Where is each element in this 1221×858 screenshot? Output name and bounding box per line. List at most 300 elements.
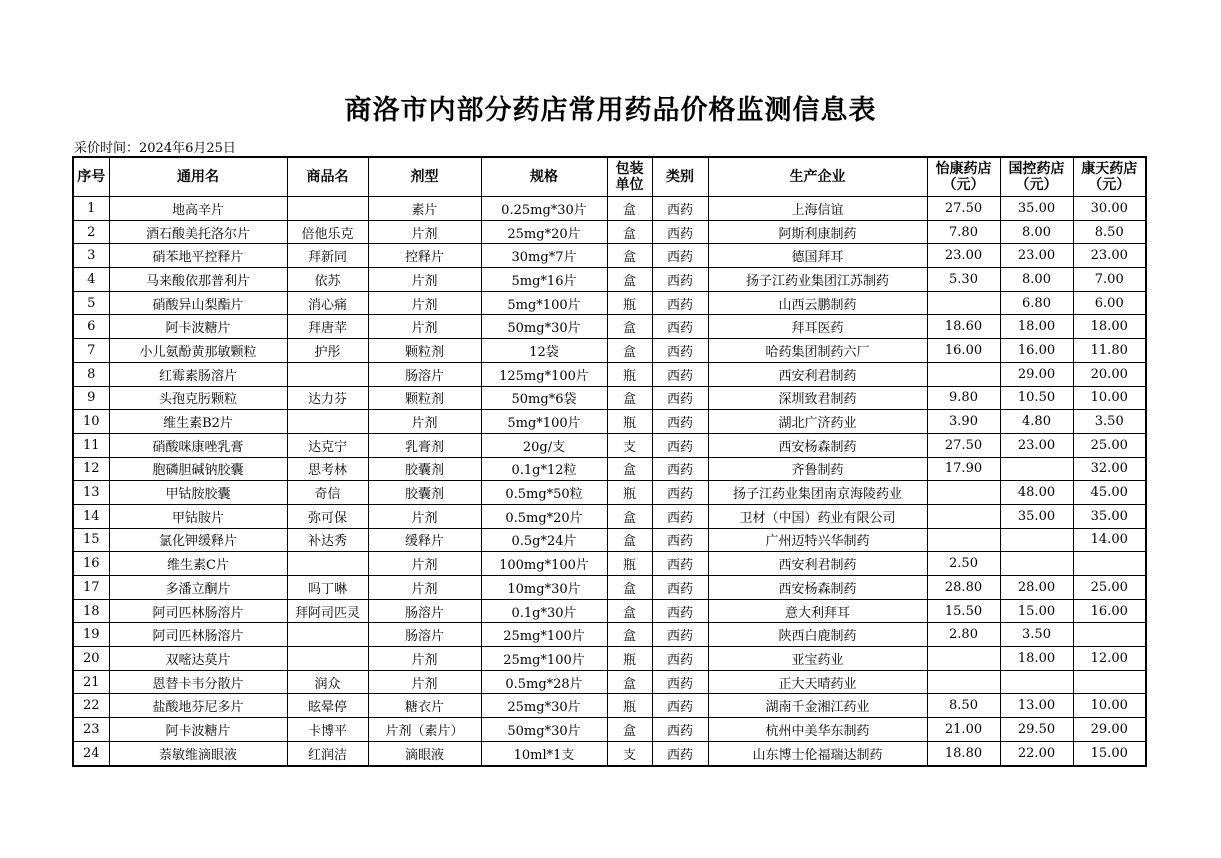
cell-price-yikang: 5.30 xyxy=(927,268,1000,292)
cell-generic-name: 硝酸异山梨酯片 xyxy=(109,291,287,315)
cell-category: 西药 xyxy=(652,220,708,244)
cell-category: 西药 xyxy=(652,410,708,434)
cell-package-unit: 瓶 xyxy=(607,291,652,315)
cell-brand-name xyxy=(287,410,368,434)
cell-manufacturer: 德国拜耳 xyxy=(708,244,927,268)
cell-generic-name: 酒石酸美托洛尔片 xyxy=(109,220,287,244)
cell-no: 6 xyxy=(73,315,109,339)
cell-brand-name: 达克宁 xyxy=(287,433,368,457)
cell-no: 14 xyxy=(73,504,109,528)
header-manufacturer: 生产企业 xyxy=(708,157,927,197)
table-row xyxy=(73,268,1146,292)
cell-brand-name: 拜阿司匹灵 xyxy=(287,599,368,623)
header-price-kangtian: 康天药店 （元） xyxy=(1073,157,1146,197)
table-row xyxy=(73,315,1146,339)
cell-dosage-form: 片剂 xyxy=(368,268,481,292)
cell-price-yikang: 18.60 xyxy=(927,315,1000,339)
cell-dosage-form: 肠溶片 xyxy=(368,623,481,647)
cell-price-guokong: 29.00 xyxy=(1000,362,1073,386)
page-title: 商洛市内部分药店常用药品价格监测信息表 xyxy=(344,95,877,126)
cell-price-guokong: 3.50 xyxy=(1000,623,1073,647)
header-price-guokong: 国控药店 （元） xyxy=(1000,157,1073,197)
cell-price-kangtian: 10.00 xyxy=(1073,386,1146,410)
cell-price-guokong: 8.00 xyxy=(1000,268,1073,292)
cell-no: 21 xyxy=(73,670,109,694)
cell-price-guokong: 10.50 xyxy=(1000,386,1073,410)
cell-dosage-form: 缓释片 xyxy=(368,528,481,552)
cell-category: 西药 xyxy=(652,741,708,765)
cell-price-kangtian: 6.00 xyxy=(1073,291,1146,315)
cell-brand-name: 护彤 xyxy=(287,339,368,363)
cell-category: 西药 xyxy=(652,576,708,600)
cell-price-kangtian: 16.00 xyxy=(1073,599,1146,623)
cell-manufacturer: 扬子江药业集团江苏制药 xyxy=(708,268,927,292)
header-generic-name: 通用名 xyxy=(109,157,287,197)
cell-package-unit: 盒 xyxy=(607,220,652,244)
cell-price-guokong: 35.00 xyxy=(1000,504,1073,528)
cell-price-yikang: 8.50 xyxy=(927,694,1000,718)
cell-no: 4 xyxy=(73,268,109,292)
cell-package-unit: 盒 xyxy=(607,623,652,647)
cell-brand-name xyxy=(287,647,368,671)
cell-package-unit: 盒 xyxy=(607,315,652,339)
cell-brand-name: 吗丁啉 xyxy=(287,576,368,600)
cell-generic-name: 甲钴胺片 xyxy=(109,504,287,528)
cell-price-yikang: 2.50 xyxy=(927,552,1000,576)
cell-no: 8 xyxy=(73,362,109,386)
cell-price-kangtian: 29.00 xyxy=(1073,718,1146,742)
cell-price-yikang: 3.90 xyxy=(927,410,1000,434)
cell-no: 15 xyxy=(73,528,109,552)
cell-package-unit: 瓶 xyxy=(607,481,652,505)
cell-price-guokong xyxy=(1000,670,1073,694)
cell-brand-name: 达力芬 xyxy=(287,386,368,410)
cell-price-yikang: 28.80 xyxy=(927,576,1000,600)
cell-price-guokong: 48.00 xyxy=(1000,481,1073,505)
cell-brand-name: 依苏 xyxy=(287,268,368,292)
cell-price-kangtian: 7.00 xyxy=(1073,268,1146,292)
cell-dosage-form: 乳膏剂 xyxy=(368,433,481,457)
cell-price-guokong: 18.00 xyxy=(1000,647,1073,671)
cell-no: 3 xyxy=(73,244,109,268)
cell-price-guokong xyxy=(1000,552,1073,576)
cell-brand-name: 倍他乐克 xyxy=(287,220,368,244)
cell-package-unit: 盒 xyxy=(607,268,652,292)
table-row xyxy=(73,504,1146,528)
cell-manufacturer: 阿斯利康制药 xyxy=(708,220,927,244)
cell-package-unit: 盒 xyxy=(607,197,652,221)
cell-generic-name: 盐酸地芬尼多片 xyxy=(109,694,287,718)
cell-manufacturer: 正大天晴药业 xyxy=(708,670,927,694)
cell-specification: 5mg*100片 xyxy=(481,291,607,315)
cell-category: 西药 xyxy=(652,457,708,481)
cell-package-unit: 盒 xyxy=(607,718,652,742)
cell-generic-name: 多潘立酮片 xyxy=(109,576,287,600)
cell-dosage-form: 片剂 xyxy=(368,647,481,671)
price-table xyxy=(72,156,1147,767)
table-row xyxy=(73,528,1146,552)
cell-generic-name: 氯化钾缓释片 xyxy=(109,528,287,552)
cell-specification: 125mg*100片 xyxy=(481,362,607,386)
cell-specification: 0.5mg*50粒 xyxy=(481,481,607,505)
cell-generic-name: 维生素C片 xyxy=(109,552,287,576)
cell-generic-name: 双嘧达莫片 xyxy=(109,647,287,671)
cell-specification: 0.1g*12粒 xyxy=(481,457,607,481)
cell-dosage-form: 素片 xyxy=(368,197,481,221)
cell-category: 西药 xyxy=(652,504,708,528)
cell-generic-name: 阿卡波糖片 xyxy=(109,315,287,339)
cell-price-guokong xyxy=(1000,457,1073,481)
cell-price-yikang: 16.00 xyxy=(927,339,1000,363)
cell-price-guokong: 29.50 xyxy=(1000,718,1073,742)
cell-price-yikang xyxy=(927,291,1000,315)
cell-specification: 50mg*30片 xyxy=(481,718,607,742)
cell-no: 16 xyxy=(73,552,109,576)
table-row xyxy=(73,741,1146,765)
cell-package-unit: 盒 xyxy=(607,599,652,623)
cell-generic-name: 恩替卡韦分散片 xyxy=(109,670,287,694)
cell-no: 2 xyxy=(73,220,109,244)
cell-manufacturer: 拜耳医药 xyxy=(708,315,927,339)
cell-price-yikang: 27.50 xyxy=(927,197,1000,221)
cell-package-unit: 瓶 xyxy=(607,647,652,671)
cell-price-yikang xyxy=(927,670,1000,694)
table-row xyxy=(73,291,1146,315)
table-row xyxy=(73,457,1146,481)
cell-brand-name: 弥可保 xyxy=(287,504,368,528)
cell-price-yikang xyxy=(927,528,1000,552)
cell-dosage-form: 肠溶片 xyxy=(368,599,481,623)
cell-no: 1 xyxy=(73,197,109,221)
cell-brand-name xyxy=(287,623,368,647)
cell-price-guokong: 23.00 xyxy=(1000,244,1073,268)
table-row xyxy=(73,694,1146,718)
table-row xyxy=(73,623,1146,647)
cell-category: 西药 xyxy=(652,386,708,410)
cell-dosage-form: 糖衣片 xyxy=(368,694,481,718)
cell-price-kangtian xyxy=(1073,552,1146,576)
cell-generic-name: 红霉素肠溶片 xyxy=(109,362,287,386)
cell-no: 13 xyxy=(73,481,109,505)
cell-price-kangtian: 30.00 xyxy=(1073,197,1146,221)
cell-package-unit: 支 xyxy=(607,741,652,765)
cell-price-yikang: 21.00 xyxy=(927,718,1000,742)
cell-category: 西药 xyxy=(652,718,708,742)
cell-price-yikang xyxy=(927,647,1000,671)
header-dosage-form: 剂型 xyxy=(368,157,481,197)
cell-no: 9 xyxy=(73,386,109,410)
cell-dosage-form: 片剂 xyxy=(368,291,481,315)
cell-generic-name: 胞磷胆碱钠胶囊 xyxy=(109,457,287,481)
cell-generic-name: 阿卡波糖片 xyxy=(109,718,287,742)
cell-price-yikang: 23.00 xyxy=(927,244,1000,268)
cell-package-unit: 支 xyxy=(607,433,652,457)
cell-specification: 50mg*30片 xyxy=(481,315,607,339)
cell-brand-name xyxy=(287,197,368,221)
header-category: 类别 xyxy=(652,157,708,197)
table-row xyxy=(73,718,1146,742)
cell-manufacturer: 杭州中美华东制药 xyxy=(708,718,927,742)
cell-package-unit: 盒 xyxy=(607,386,652,410)
cell-specification: 12袋 xyxy=(481,339,607,363)
cell-generic-name: 甲钴胺胶囊 xyxy=(109,481,287,505)
cell-no: 10 xyxy=(73,410,109,434)
cell-dosage-form: 片剂 xyxy=(368,670,481,694)
table-row xyxy=(73,647,1146,671)
table-row xyxy=(73,670,1146,694)
cell-generic-name: 阿司匹林肠溶片 xyxy=(109,623,287,647)
cell-dosage-form: 片剂 xyxy=(368,576,481,600)
table-body xyxy=(73,197,1146,766)
cell-manufacturer: 西安利君制药 xyxy=(708,362,927,386)
cell-specification: 30mg*7片 xyxy=(481,244,607,268)
cell-brand-name xyxy=(287,362,368,386)
cell-price-kangtian: 20.00 xyxy=(1073,362,1146,386)
cell-price-yikang xyxy=(927,481,1000,505)
cell-specification: 5mg*100片 xyxy=(481,410,607,434)
header-package-unit: 包装 单位 xyxy=(607,157,652,197)
cell-brand-name: 思考林 xyxy=(287,457,368,481)
cell-price-kangtian: 14.00 xyxy=(1073,528,1146,552)
table-row xyxy=(73,481,1146,505)
cell-price-guokong: 18.00 xyxy=(1000,315,1073,339)
cell-package-unit: 瓶 xyxy=(607,410,652,434)
table-row xyxy=(73,197,1146,221)
cell-price-kangtian: 12.00 xyxy=(1073,647,1146,671)
cell-brand-name: 补达秀 xyxy=(287,528,368,552)
cell-price-guokong: 15.00 xyxy=(1000,599,1073,623)
cell-package-unit: 瓶 xyxy=(607,362,652,386)
cell-dosage-form: 片剂 xyxy=(368,220,481,244)
cell-category: 西药 xyxy=(652,197,708,221)
cell-specification: 0.1g*30片 xyxy=(481,599,607,623)
cell-price-yikang: 17.90 xyxy=(927,457,1000,481)
cell-manufacturer: 陕西白鹿制药 xyxy=(708,623,927,647)
cell-specification: 20g/支 xyxy=(481,433,607,457)
table-row xyxy=(73,362,1146,386)
table-row xyxy=(73,244,1146,268)
cell-manufacturer: 山西云鹏制药 xyxy=(708,291,927,315)
cell-price-yikang xyxy=(927,362,1000,386)
cell-manufacturer: 扬子江药业集团南京海陵药业 xyxy=(708,481,927,505)
cell-dosage-form: 颗粒剂 xyxy=(368,339,481,363)
cell-manufacturer: 山东博士伦福瑞达制药 xyxy=(708,741,927,765)
cell-generic-name: 地高辛片 xyxy=(109,197,287,221)
cell-no: 22 xyxy=(73,694,109,718)
cell-manufacturer: 西安杨森制药 xyxy=(708,433,927,457)
cell-no: 20 xyxy=(73,647,109,671)
cell-manufacturer: 湖南千金湘江药业 xyxy=(708,694,927,718)
cell-no: 17 xyxy=(73,576,109,600)
cell-specification: 0.25mg*30片 xyxy=(481,197,607,221)
cell-brand-name: 拜新同 xyxy=(287,244,368,268)
cell-category: 西药 xyxy=(652,647,708,671)
header-specification: 规格 xyxy=(481,157,607,197)
cell-dosage-form: 颗粒剂 xyxy=(368,386,481,410)
cell-brand-name: 拜唐苹 xyxy=(287,315,368,339)
header-price-yikang: 怡康药店 （元） xyxy=(927,157,1000,197)
cell-manufacturer: 意大利拜耳 xyxy=(708,599,927,623)
cell-specification: 25mg*100片 xyxy=(481,647,607,671)
cell-price-guokong: 8.00 xyxy=(1000,220,1073,244)
cell-brand-name: 消心痛 xyxy=(287,291,368,315)
cell-price-yikang: 18.80 xyxy=(927,741,1000,765)
cell-no: 7 xyxy=(73,339,109,363)
cell-generic-name: 硝苯地平控释片 xyxy=(109,244,287,268)
cell-dosage-form: 控释片 xyxy=(368,244,481,268)
cell-manufacturer: 哈药集团制药六厂 xyxy=(708,339,927,363)
cell-category: 西药 xyxy=(652,552,708,576)
cell-price-guokong: 35.00 xyxy=(1000,197,1073,221)
cell-package-unit: 盒 xyxy=(607,457,652,481)
cell-no: 19 xyxy=(73,623,109,647)
cell-brand-name xyxy=(287,552,368,576)
table-row xyxy=(73,339,1146,363)
cell-manufacturer: 西安利君制药 xyxy=(708,552,927,576)
cell-price-yikang: 2.80 xyxy=(927,623,1000,647)
cell-price-guokong: 22.00 xyxy=(1000,741,1073,765)
survey-date: 采价时间：2024年6月25日 xyxy=(74,141,236,156)
cell-specification: 25mg*20片 xyxy=(481,220,607,244)
cell-package-unit: 盒 xyxy=(607,339,652,363)
cell-generic-name: 头孢克肟颗粒 xyxy=(109,386,287,410)
cell-specification: 25mg*100片 xyxy=(481,623,607,647)
cell-brand-name: 润众 xyxy=(287,670,368,694)
cell-no: 24 xyxy=(73,741,109,765)
cell-generic-name: 硝酸咪康唑乳膏 xyxy=(109,433,287,457)
cell-category: 西药 xyxy=(652,481,708,505)
cell-manufacturer: 广州迈特兴华制药 xyxy=(708,528,927,552)
cell-package-unit: 盒 xyxy=(607,670,652,694)
cell-price-yikang: 15.50 xyxy=(927,599,1000,623)
cell-dosage-form: 胶囊剂 xyxy=(368,481,481,505)
cell-price-guokong xyxy=(1000,528,1073,552)
cell-package-unit: 盒 xyxy=(607,528,652,552)
cell-no: 12 xyxy=(73,457,109,481)
table-row xyxy=(73,433,1146,457)
cell-price-guokong: 23.00 xyxy=(1000,433,1073,457)
cell-dosage-form: 胶囊剂 xyxy=(368,457,481,481)
cell-category: 西药 xyxy=(652,599,708,623)
cell-manufacturer: 齐鲁制药 xyxy=(708,457,927,481)
cell-package-unit: 盒 xyxy=(607,244,652,268)
cell-generic-name: 阿司匹林肠溶片 xyxy=(109,599,287,623)
cell-specification: 0.5mg*20片 xyxy=(481,504,607,528)
cell-price-kangtian: 8.50 xyxy=(1073,220,1146,244)
cell-dosage-form: 片剂 xyxy=(368,504,481,528)
cell-price-kangtian: 23.00 xyxy=(1073,244,1146,268)
cell-brand-name: 眩晕停 xyxy=(287,694,368,718)
cell-package-unit: 盒 xyxy=(607,504,652,528)
table-row xyxy=(73,386,1146,410)
cell-price-kangtian: 25.00 xyxy=(1073,576,1146,600)
cell-category: 西药 xyxy=(652,315,708,339)
cell-price-guokong: 4.80 xyxy=(1000,410,1073,434)
cell-generic-name: 维生素B2片 xyxy=(109,410,287,434)
cell-brand-name: 奇信 xyxy=(287,481,368,505)
cell-specification: 0.5mg*28片 xyxy=(481,670,607,694)
cell-manufacturer: 西安杨森制药 xyxy=(708,576,927,600)
cell-category: 西药 xyxy=(652,268,708,292)
table-row xyxy=(73,599,1146,623)
cell-price-kangtian: 32.00 xyxy=(1073,457,1146,481)
cell-price-kangtian: 15.00 xyxy=(1073,741,1146,765)
cell-dosage-form: 滴眼液 xyxy=(368,741,481,765)
cell-generic-name: 萘敏维滴眼液 xyxy=(109,741,287,765)
cell-manufacturer: 湖北广济药业 xyxy=(708,410,927,434)
table-header-row xyxy=(73,157,1146,197)
cell-dosage-form: 片剂（素片） xyxy=(368,718,481,742)
cell-category: 西药 xyxy=(652,339,708,363)
cell-package-unit: 瓶 xyxy=(607,694,652,718)
cell-manufacturer: 深圳致君制药 xyxy=(708,386,927,410)
cell-category: 西药 xyxy=(652,362,708,386)
cell-specification: 100mg*100片 xyxy=(481,552,607,576)
cell-generic-name: 马来酸依那普利片 xyxy=(109,268,287,292)
cell-package-unit: 盒 xyxy=(607,576,652,600)
cell-price-yikang: 9.80 xyxy=(927,386,1000,410)
cell-dosage-form: 片剂 xyxy=(368,552,481,576)
cell-category: 西药 xyxy=(652,670,708,694)
cell-price-kangtian xyxy=(1073,670,1146,694)
cell-price-guokong: 13.00 xyxy=(1000,694,1073,718)
cell-category: 西药 xyxy=(652,244,708,268)
cell-price-kangtian: 3.50 xyxy=(1073,410,1146,434)
cell-brand-name: 红润洁 xyxy=(287,741,368,765)
cell-brand-name: 卡博平 xyxy=(287,718,368,742)
cell-price-kangtian: 18.00 xyxy=(1073,315,1146,339)
cell-category: 西药 xyxy=(652,623,708,647)
cell-specification: 10ml*1支 xyxy=(481,741,607,765)
cell-dosage-form: 片剂 xyxy=(368,315,481,339)
cell-price-kangtian: 25.00 xyxy=(1073,433,1146,457)
cell-price-guokong: 6.80 xyxy=(1000,291,1073,315)
cell-no: 23 xyxy=(73,718,109,742)
cell-price-yikang xyxy=(927,504,1000,528)
cell-price-kangtian: 10.00 xyxy=(1073,694,1146,718)
cell-price-kangtian: 45.00 xyxy=(1073,481,1146,505)
cell-price-kangtian xyxy=(1073,623,1146,647)
cell-manufacturer: 上海信谊 xyxy=(708,197,927,221)
cell-specification: 25mg*30片 xyxy=(481,694,607,718)
cell-package-unit: 瓶 xyxy=(607,552,652,576)
table-row xyxy=(73,220,1146,244)
cell-price-kangtian: 11.80 xyxy=(1073,339,1146,363)
cell-no: 5 xyxy=(73,291,109,315)
cell-generic-name: 小儿氨酚黄那敏颗粒 xyxy=(109,339,287,363)
cell-specification: 5mg*16片 xyxy=(481,268,607,292)
cell-price-kangtian: 35.00 xyxy=(1073,504,1146,528)
header-no: 序号 xyxy=(73,157,109,197)
cell-specification: 0.5g*24片 xyxy=(481,528,607,552)
cell-price-yikang: 27.50 xyxy=(927,433,1000,457)
cell-no: 18 xyxy=(73,599,109,623)
cell-manufacturer: 亚宝药业 xyxy=(708,647,927,671)
cell-price-yikang: 7.80 xyxy=(927,220,1000,244)
cell-category: 西药 xyxy=(652,694,708,718)
cell-specification: 10mg*30片 xyxy=(481,576,607,600)
cell-price-guokong: 28.00 xyxy=(1000,576,1073,600)
cell-category: 西药 xyxy=(652,433,708,457)
cell-specification: 50mg*6袋 xyxy=(481,386,607,410)
cell-category: 西药 xyxy=(652,528,708,552)
header-brand-name: 商品名 xyxy=(287,157,368,197)
cell-price-guokong: 16.00 xyxy=(1000,339,1073,363)
table-row xyxy=(73,576,1146,600)
cell-no: 11 xyxy=(73,433,109,457)
cell-category: 西药 xyxy=(652,291,708,315)
cell-manufacturer: 卫材（中国）药业有限公司 xyxy=(708,504,927,528)
